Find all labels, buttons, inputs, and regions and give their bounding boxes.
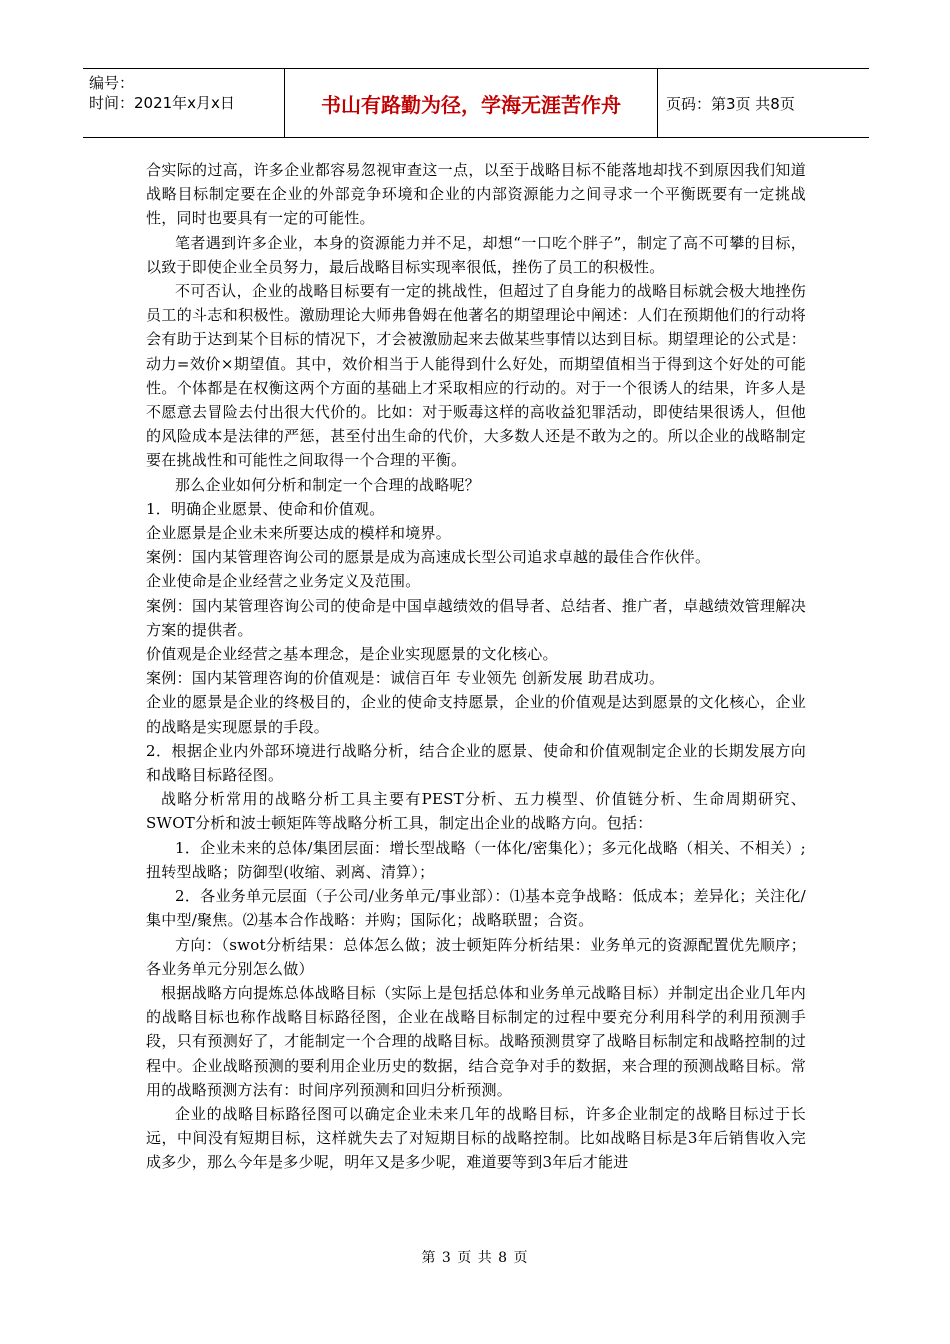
document-time-label: 时间：2021年x月x日 bbox=[89, 94, 235, 112]
page-footer: 第 3 页 共 8 页 bbox=[421, 1250, 529, 1266]
header-meta bbox=[83, 69, 285, 137]
paragraph: 案例：国内某管理咨询公司的愿景是成为高速成长型公司追求卓越的最佳合作伙伴。 bbox=[146, 548, 711, 567]
paragraph: 根据战略方向提炼总体战略目标（实际上是包括总体和业务单元战略目标）并制定出企业几年内的战略目标也称作战略目标路径图，企业在战略目标制定的过程中要充分利用科学的利用预测手段，只有预测好了，才能制定一个合理的战略目标。战略预测贯穿了战略目标制定和战略控制的过程中。企业战略预测的要利用企业历史的数据，结合竞争对手的数据，来合理的预测战略目标。常用的战略预测方法有：时间序列预测和回归分析预测。 bbox=[146, 983, 806, 1099]
page-header bbox=[83, 68, 869, 138]
paragraph: 战略分析常用的战略分析工具主要有PEST分析、五力模型、价值链分析、生命周期研究、SWOT分析和波士顿矩阵等战略分析工具，制定出企业的战略方向。包括： bbox=[146, 790, 806, 833]
list-item: 1．企业未来的总体/集团层面：增长型战略（一体化/密集化）；多元化战略（相关、不相关）;扭转型战略；防御型(收缩、剥离、清算）； bbox=[146, 838, 806, 881]
paragraph: 不可否认，企业的战略目标要有一定的挑战性，但超过了自身能力的战略目标就会极大地挫伤员工的斗志和积极性。激励理论大师弗鲁姆在他著名的期望理论中阐述：人们在预期他们的行动将会有助于达到某个目标的情况下，才会被激励起来去做某些事情以达到目标。期望理论的公式是：动力=效价×期望值。其中，效价相当于人能得到什么好处，而期望值相当于得到这个好处的可能性。个体都是在权衡这两个方面的基础上才采取相应的行动的。对于一个很诱人的结果，许多人是不愿意去冒险去付出很大代价的。比如：对于贩毒这样的高收益犯罪活动，即使结果很诱人，但他的风险成本是法律的严惩，甚至付出生命的代价，大多数人还是不敢为之的。所以企业的战略制定要在挑战性和可能性之间取得一个合理的平衡。 bbox=[146, 282, 806, 470]
paragraph: 方向：（swot分析结果：总体怎么做；波士顿矩阵分析结果：业务单元的资源配置优先顺序；各业务单元分别怎么做） bbox=[146, 935, 806, 978]
section-heading: 1．明确企业愿景、使命和价值观。 bbox=[146, 499, 385, 518]
header-page-number: 页码：第3页 共8页 bbox=[666, 94, 795, 113]
document-body bbox=[146, 158, 806, 1175]
document-number-label: 编号： bbox=[89, 74, 135, 92]
paragraph: 合实际的过高，许多企业都容易忽视审查这一点，以至于战略目标不能落地却找不到原因我们知道战略目标制定要在企业的外部竞争环境和企业的内部资源能力之间寻求一个平衡既要有一定挑战性，同时也要具有一定的可能性。 bbox=[146, 161, 806, 228]
paragraph: 笔者遇到许多企业，本身的资源能力并不足，却想“一口吃个胖子”，制定了高不可攀的目标，以致于即使企业全员努力，最后战略目标实现率很低，挫伤了员工的积极性。 bbox=[146, 233, 806, 276]
header-motto: 书山有路勤为径，学海无涯苦作舟 bbox=[285, 69, 658, 137]
paragraph: 案例：国内某管理咨询的价值观是：诚信百年 专业领先 创新发展 助君成功。 bbox=[146, 669, 665, 688]
list-item: 2．各业务单元层面（子公司/业务单元/事业部）：⑴基本竞争战略：低成本；差异化；关注化/集中型/聚焦。⑵基本合作战略：并购；国际化；战略联盟；合资。 bbox=[146, 887, 806, 930]
paragraph: 企业使命是企业经营之业务定义及范围。 bbox=[146, 572, 421, 591]
paragraph: 企业的战略目标路径图可以确定企业未来几年的战略目标，许多企业制定的战略目标过于长远，中间没有短期目标，这样就失去了对短期目标的战略控制。比如战略目标是3年后销售收入完成多少，那么今年是多少呢，明年又是多少呢，难道要等到3年后才能进 bbox=[146, 1104, 806, 1172]
paragraph: 那么企业如何分析和制定一个合理的战略呢？ bbox=[175, 475, 481, 494]
section-heading: 2．根据企业内外部环境进行战略分析，结合企业的愿景、使命和价值观制定企业的长期发展方向和战略目标路径图。 bbox=[146, 741, 806, 785]
paragraph: 企业愿景是企业未来所要达成的模样和境界。 bbox=[146, 524, 452, 543]
paragraph: 价值观是企业经营之基本理念，是企业实现愿景的文化核心。 bbox=[146, 645, 558, 664]
paragraph: 案例：国内某管理咨询公司的使命是中国卓越绩效的倡导者、总结者、推广者，卓越绩效管理解决方案的提供者。 bbox=[146, 596, 806, 639]
paragraph: 企业的愿景是企业的终极目的，企业的使命支持愿景，企业的价值观是达到愿景的文化核心，企业的战略是实现愿景的手段。 bbox=[146, 693, 806, 736]
